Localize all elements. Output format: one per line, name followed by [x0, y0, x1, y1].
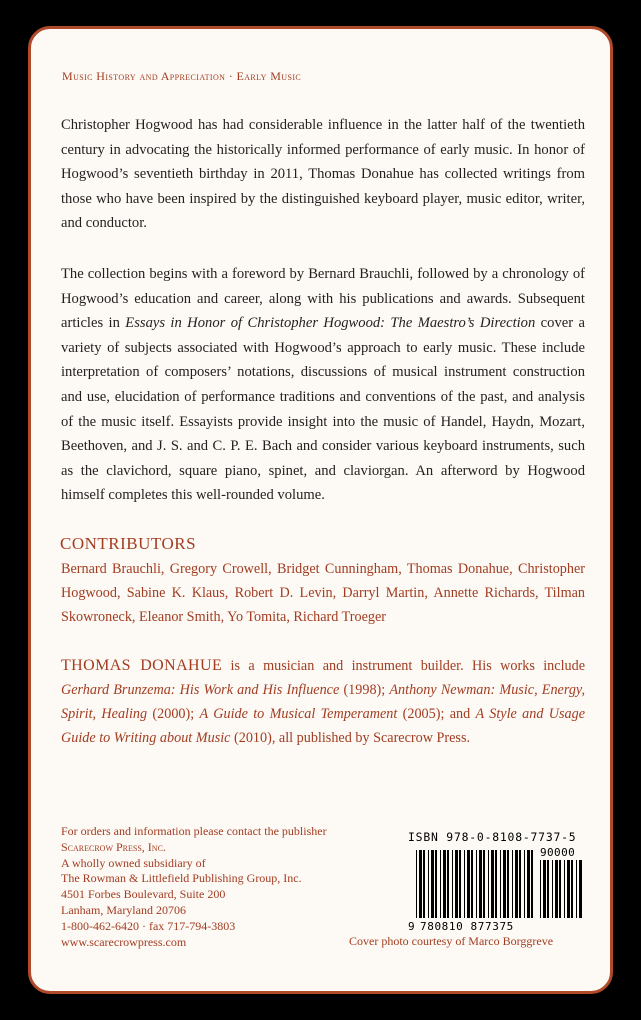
- bio-work-title: A Guide to Musical Temperament: [199, 706, 398, 722]
- bio-work-year: (2000);: [147, 706, 200, 722]
- barcode-bar: [524, 850, 525, 918]
- barcode-bar: [452, 850, 453, 918]
- barcode-bar: [527, 850, 530, 918]
- barcode-bar: [440, 850, 441, 918]
- publisher-phone: 1-800-462-6420 · fax 717-794-3803: [61, 918, 236, 933]
- barcode-bar: [512, 850, 513, 918]
- contributors-list: Bernard Brauchli, Gregory Crowell, Bridget Cunningham, Thomas Donahue, Christopher Hogwood, Sabine K. Klaus, Robert D. Levin, Darryl Martin, Annette Richards, Tilman Skowroneck, Eleanor Smith, Yo Tomita, Richard Troeger: [61, 561, 585, 625]
- barcode-bar: [428, 850, 429, 918]
- barcode-digits: 780810 877375: [420, 920, 514, 932]
- barcode-first-digit: 9: [408, 920, 415, 932]
- isbn-number: ISBN 978-0-8108-7737-5: [408, 830, 577, 844]
- barcode-bar: [540, 860, 541, 918]
- bio-work-year: (2010), all published by Scarecrow Press.: [230, 730, 471, 746]
- bio-work-title: Anthony Newman: Music, Energy, Spirit, Healing: [61, 682, 585, 722]
- publisher-address: 4501 Forbes Boulevard, Suite 200: [61, 887, 226, 902]
- description-paragraph-1: Christopher Hogwood has had considerable influence in the latter half of the twentieth century in advocating the historically informed performance of early music. In honor of Hogwood’s seventieth birthday in 2011, Thomas Donahue has collected writings from those who have been inspired by the distinguished keyboard player, music editor, writer, and conductor.: [61, 117, 585, 232]
- barcode-bar: [503, 850, 506, 918]
- barcode-bar: [435, 850, 437, 918]
- barcode-bar: [423, 850, 425, 918]
- contributors-heading: CONTRIBUTORS: [60, 534, 197, 553]
- barcode-bar: [555, 860, 558, 918]
- barcode-bar: [543, 860, 546, 918]
- publisher-contact: [61, 824, 327, 950]
- barcode-bar: [507, 850, 509, 918]
- photo-credit: Cover photo courtesy of Marco Borggreve: [349, 934, 554, 948]
- barcode-bar: [579, 860, 582, 918]
- paragraph-2-text-continued: cover a variety of subjects associated with Hogwood’s approach to early music. These include interpretation of composers’ notations, discussions of musical instrument construction and use, elucidation of performance traditions and conventions of the past, and analysis of the music itself. Essayists provide insight into the music of Handel, Haydn, Mozart, Beethoven, and J. S. and C. P. E. Bach and consider various keyboard instruments, such as the clavichord, square piano, spinet, and claviorgan. An afterword by Hogwood himself completes this well-rounded volume.: [61, 315, 585, 504]
- description-paragraph-2: [61, 262, 585, 508]
- barcode-bar: [495, 850, 497, 918]
- barcode-bar: [483, 850, 485, 918]
- barcode-bar: [515, 850, 518, 918]
- barcode-bar: [471, 850, 473, 918]
- barcode-bar: [547, 860, 549, 918]
- barcode-bar: [455, 850, 458, 918]
- barcode-bar: [467, 850, 470, 918]
- book-title: Essays in Honor of Christopher Hogwood: The Maestro’s Direction: [125, 315, 536, 332]
- barcode-bar: [519, 850, 521, 918]
- bio-work-year: (2005); and: [397, 706, 476, 722]
- publisher-city: Lanham, Maryland 20706: [61, 902, 186, 917]
- barcode-bar: [479, 850, 482, 918]
- editor-name: THOMAS DONAHUE: [61, 657, 223, 674]
- price-code: 90000: [540, 846, 576, 859]
- barcode-bar: [559, 860, 561, 918]
- barcode-bar: [531, 850, 533, 918]
- barcode-bar: [552, 860, 553, 918]
- barcode-bar: [459, 850, 461, 918]
- bio-work-year: (1998);: [339, 682, 390, 698]
- bio-work-title: A Style and Usage Guide to Writing about Music: [61, 706, 585, 746]
- barcode-bar: [416, 850, 417, 918]
- barcode-bar: [419, 850, 422, 918]
- bio-text: is a musician and instrument builder. His works include: [222, 658, 586, 674]
- barcode-bar: [447, 850, 449, 918]
- barcode-bar: [443, 850, 446, 918]
- publisher-line: The Rowman & Littlefield Publishing Group, Inc.: [61, 871, 302, 886]
- barcode-bar: [488, 850, 489, 918]
- barcode-bar: [476, 850, 477, 918]
- bio-work-title: Gerhard Brunzema: His Work and His Influence: [61, 682, 340, 698]
- editor-bio: [61, 654, 585, 750]
- barcode-bar: [431, 850, 434, 918]
- paragraph-2-text: The collection begins with a foreword by Bernard Brauchli, followed by a chronology of Hogwood’s education and career, along with his publications and awards. Subsequent articles in: [61, 266, 585, 332]
- barcode-bar: [491, 850, 494, 918]
- publisher-website: www.scarecrowpress.com: [61, 934, 187, 949]
- barcode-image: [408, 846, 584, 932]
- barcode-bar: [564, 860, 565, 918]
- barcode-block: [408, 830, 584, 932]
- publisher-line: For orders and information please contact the publisher: [61, 824, 327, 838]
- category-label: Music History and Appreciation · Early Music: [62, 69, 302, 83]
- barcode-bar: [576, 860, 577, 918]
- barcode-bar: [500, 850, 501, 918]
- barcode-bar: [571, 860, 573, 918]
- publisher-name: Scarecrow Press, Inc.: [61, 839, 166, 854]
- barcode-bar: [464, 850, 465, 918]
- publisher-line: A wholly owned subsidiary of: [61, 855, 206, 870]
- barcode-bar: [567, 860, 570, 918]
